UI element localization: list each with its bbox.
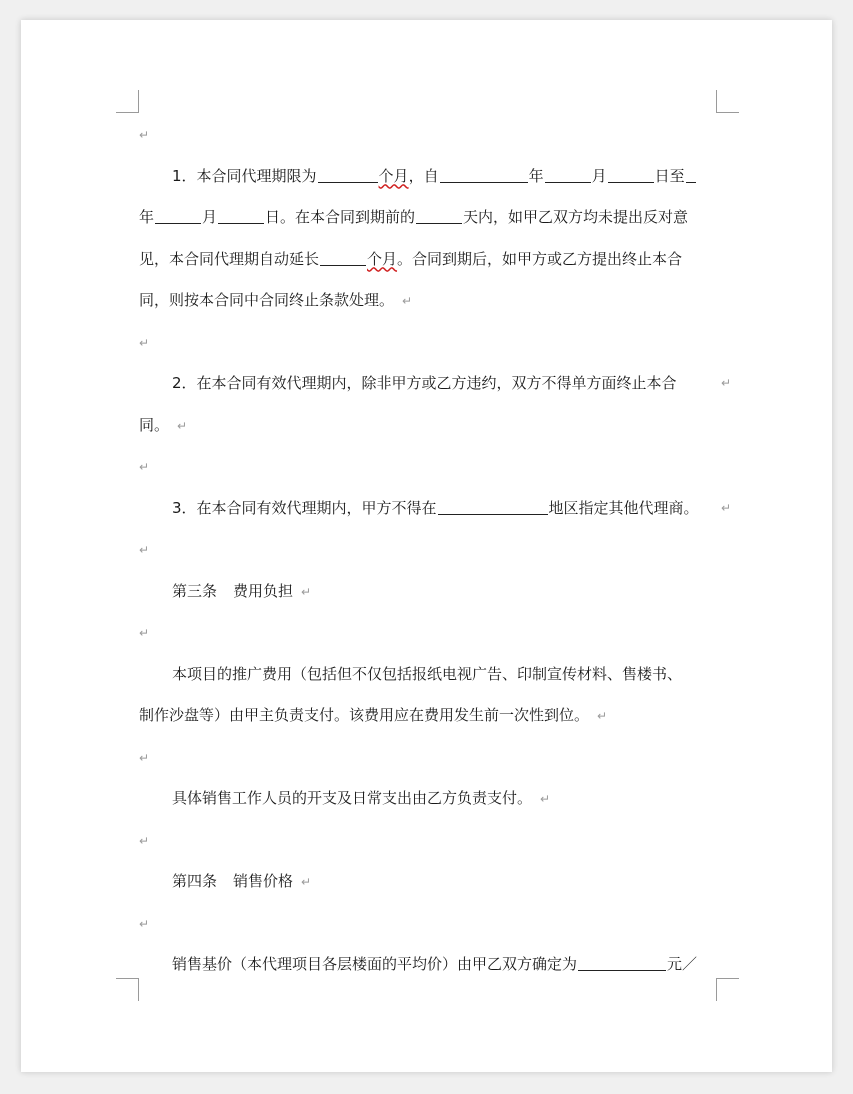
fill-blank <box>438 499 548 515</box>
empty-paragraph <box>139 322 717 364</box>
text-run: 地区指定其他代理商。 <box>548 498 699 517</box>
fill-blank <box>155 208 201 224</box>
paragraph-line <box>139 944 717 986</box>
text-run: 见，本合同代理期自动延长 <box>139 249 320 268</box>
fill-blank <box>578 955 666 971</box>
text-run: 天内，如甲乙双方均未提出反对意 <box>463 208 689 226</box>
paragraph-mark-icon: ↵ <box>139 335 150 350</box>
document-page <box>21 20 832 1072</box>
text-run: 元／ <box>667 955 698 973</box>
paragraph-line <box>139 197 717 239</box>
paragraph-line <box>139 778 717 820</box>
text-run: 2．在本合同有效代理期内，除非甲方或乙方违约，双方不得单方面终止本合 <box>172 374 677 392</box>
text-run: ，自 <box>408 166 439 185</box>
empty-paragraph <box>139 903 717 945</box>
article-heading <box>139 571 717 613</box>
crop-mark-bottom-right <box>716 978 739 1001</box>
text-run: 本项目的推广费用（包括但不仅包括报纸电视广告、印制宣传材料、售楼书、 <box>172 664 683 683</box>
paragraph-mark-icon: ↵ <box>177 418 188 433</box>
paragraph-mark-icon: ↵ <box>139 543 150 557</box>
paragraph-line <box>139 695 717 737</box>
text-run: 同，则按本合同中合同终止条款处理。 <box>139 291 395 309</box>
paragraph-line <box>139 363 731 405</box>
fill-blank <box>416 208 462 224</box>
fill-blank <box>320 250 366 266</box>
text-run: 。合同到期后，如甲方或乙方提出终止本合 <box>397 249 683 268</box>
paragraph-line <box>139 280 717 322</box>
paragraph-mark-icon: ↵ <box>720 500 731 515</box>
fill-blank <box>686 167 696 183</box>
fill-blank <box>218 208 264 224</box>
paragraph-mark-icon: ↵ <box>597 709 608 723</box>
fill-blank <box>440 167 528 183</box>
paragraph-mark-icon: ↵ <box>540 792 551 806</box>
fill-blank <box>608 167 654 183</box>
text-run: 3．在本合同有效代理期内，甲方不得在 <box>172 498 437 517</box>
text-run: 1．本合同代理期限为 <box>172 166 317 185</box>
text-run: 日至 <box>654 166 685 185</box>
paragraph-line <box>139 405 717 447</box>
spellcheck-word: 个月 <box>378 166 409 185</box>
crop-mark-bottom-left <box>116 978 139 1001</box>
empty-paragraph <box>139 114 717 156</box>
paragraph-line <box>139 156 717 198</box>
article-number: 第四条 <box>172 872 218 890</box>
text-run: 销售基价（本代理项目各层楼面的平均价）由甲乙双方确定为 <box>172 955 578 973</box>
paragraph-mark-icon: ↵ <box>139 750 150 765</box>
crop-mark-top-left <box>116 90 139 113</box>
paragraph-line <box>139 239 717 281</box>
empty-paragraph <box>139 529 717 571</box>
paragraph-mark-icon: ↵ <box>139 916 150 931</box>
spellcheck-word: 个月 <box>367 249 398 268</box>
paragraph-mark-icon: ↵ <box>720 376 731 390</box>
empty-paragraph <box>139 820 717 862</box>
paragraph-mark-icon: ↵ <box>139 128 150 142</box>
paragraph-mark-icon: ↵ <box>301 875 312 889</box>
text-run: 同。 <box>139 415 170 434</box>
text-run: 年 <box>528 166 544 185</box>
paragraph-mark-icon: ↵ <box>139 460 150 474</box>
paragraph-mark-icon: ↵ <box>301 584 312 599</box>
empty-paragraph <box>139 612 717 654</box>
article-heading <box>139 861 717 903</box>
text-run: 年 <box>139 208 155 226</box>
paragraph-mark-icon: ↵ <box>139 833 150 848</box>
paragraph-line <box>139 488 731 530</box>
paragraph-mark-icon: ↵ <box>139 626 150 640</box>
paragraph-mark-icon: ↵ <box>402 294 413 308</box>
document-body[interactable] <box>139 114 731 986</box>
article-title: 费用负担 <box>233 581 294 600</box>
fill-blank <box>545 167 591 183</box>
article-title: 销售价格 <box>233 872 294 890</box>
crop-mark-top-right <box>716 90 739 113</box>
text-run: 日。在本合同到期前的 <box>265 208 416 226</box>
text-run: 月 <box>202 208 218 226</box>
empty-paragraph <box>139 737 717 779</box>
text-run: 制作沙盘等）由甲主负责支付。该费用应在费用发生前一次性到位。 <box>139 706 590 724</box>
fill-blank <box>318 167 378 183</box>
paragraph-line <box>139 654 717 696</box>
text-run: 月 <box>591 166 607 185</box>
article-number: 第三条 <box>172 581 218 600</box>
empty-paragraph <box>139 446 717 488</box>
text-run: 具体销售工作人员的开支及日常支出由乙方负责支付。 <box>172 789 533 807</box>
